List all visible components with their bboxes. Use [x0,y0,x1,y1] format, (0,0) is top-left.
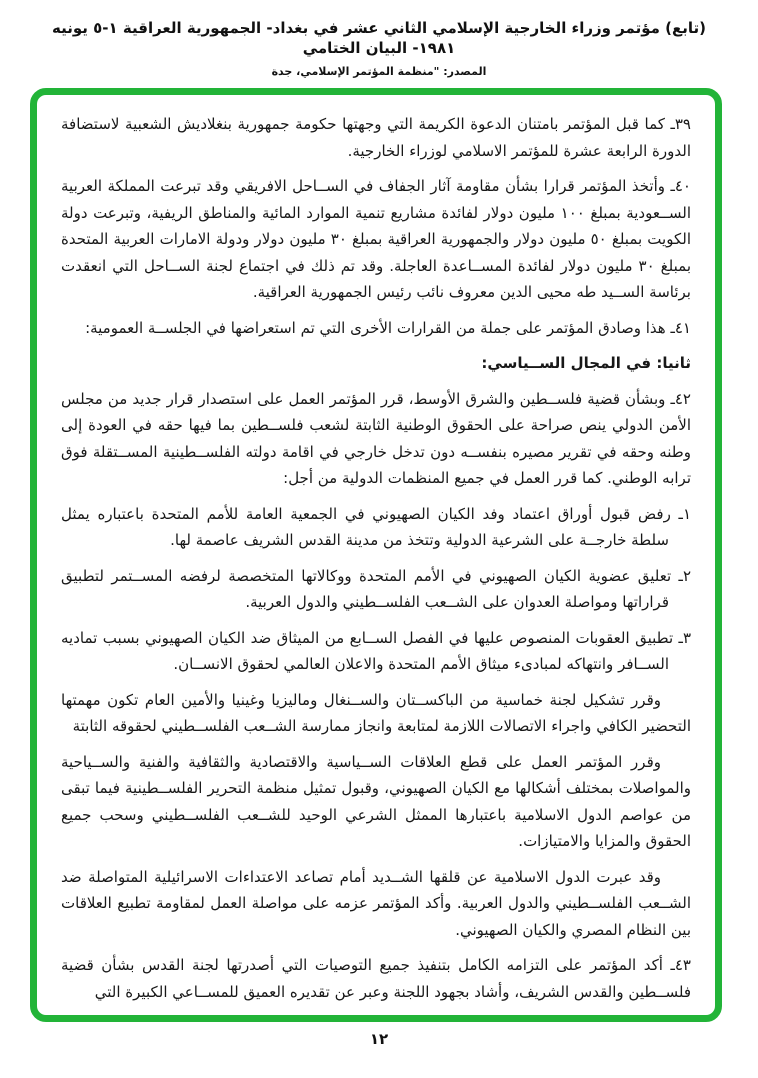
paragraph-concern: وقد عبرت الدول الاسلامية عن قلقها الشــديد أمام تصاعد الاعتداءات الاسرائيلية المتواصلة ضد الشــعب الفلســطيني والدول العربية. وأكد المؤتمر عزمه على مواصلة العمل لمقاومة تطبيع العلاقات بين النظام المصري والكيان الصهيوني. [61,867,691,939]
section-heading-political: ثانيا: في المجال الســياسي: [481,354,691,372]
list-item-1: ١ـ رفض قبول أوراق اعتماد وفد الكيان الصهيوني في الجمعية العامة للأمم المتحدة باعتباره يمثل سلطة خارجــة على الشرعية الدولية وتتخذ من مدينة القدس الشريف عاصمة لها. [61,504,691,549]
paragraph-40: ٤٠ـ وأتخذ المؤتمر قرارا بشأن مقاومة آثار الجفاف في الســاحل الافريقي وقد تبرعت المملكة العربية الســعودية بمبلغ ١٠٠ مليون دولار لفائدة مشاريع تنمية الموارد المائية والمناطق الريفية، وتبرعت دولة الكويت بمبلغ ٥٠ مليون دولار والجمهورية العراقية بمبلغ ٣٠ مليون دولار ودولة الامارات العربية المتحدة بمبلغ ٣٠ مليون دولار لفائدة المســاعدة العاجلة. وقد تم ذلك في اجتماع لجنة الســاحل التي انعقدت برئاسة الســيد طه محيى الدين معروف نائب رئيس الجمهورية العراقية. [61,177,692,301]
page-number: ١٢ [369,1030,389,1048]
paragraph-committee: وقرر تشكيل لجنة خماسية من الباكســتان والســنغال وماليزيا وغينيا والأمين العام تكون مهمتها التحضير الكافي واجراء الاتصالات اللازمة لمتابعة وانجاز ممارسة الشــعب الفلســطيني لحقوقه الثابتة [61,690,691,735]
document-body [37,95,715,1015]
content-border-box [30,88,722,1022]
document-source: المصدر: "منظمة المؤتمر الإسلامي، جدة [271,65,487,78]
paragraph-relations: وقرر المؤتمر العمل على قطع العلاقات الســياسية والاقتصادية والثقافية والفنية والســياحية والمواصلات بمختلف أشكالها مع الكيان الصهيوني، وقبول تمثيل منظمة التحرير الفلســطينية فيما تبقى من عواصم الدول الاسلامية باعتبارها الممثل الشرعي الوحيد للشــعب الفلســطيني وسحب جميع الحقوق والمزايا والامتيازات. [61,752,691,850]
paragraph-42: ٤٢ـ وبشأن قضية فلســطين والشرق الأوسط، قرر المؤتمر العمل على استصدار قرار جديد من مجلس الأمن الدولي ينص صراحة على الحقوق الوطنية الثابتة لشعب فلســطين بما فيها حقه في العودة إلى وطنه وحقه في تقرير مصيره بنفســه دون تدخل خارجي في اقامة دولته الفلســطينية المســتقلة فوق ترابه الوطني. كما قرر العمل في جميع المنظمات الدولية من أجل: [61,389,691,487]
document-title: (تابع) مؤتمر وزراء الخارجية الإسلامي الثاني عشر في بغداد- الجمهورية العراقية ١-٥ يونيه ١٩٨١- البيان الختامي [52,19,706,57]
paragraph-43: ٤٣ـ أكد المؤتمر على التزامه الكامل بتنفيذ جميع التوصيات التي أصدرتها لجنة القدس بشأن قضية فلســطين والقدس الشريف، وأشاد بجهود اللجنة وعبر عن تقديره العميق للمســاعي الكبيرة التي [61,956,691,1001]
document-header [0,18,758,78]
list-item-3: ٣ـ تطبيق العقوبات المنصوص عليها في الفصل الســابع من الميثاق ضد الكيان الصهيوني بسبب تماديه الســافر وانتهاكه لمبادىء ميثاق الأمم المتحدة والاعلان العالمي لحقوق الانســان. [61,628,691,673]
list-item-2: ٢ـ تعليق عضوية الكيان الصهيوني في الأمم المتحدة ووكالاتها المتخصصة لرفضه المســتمر لتطبيق قراراتها ومواصلة العدوان على الشــعب الفلســطيني والدول العربية. [61,566,691,611]
paragraph-41: ٤١ـ هذا وصادق المؤتمر على جملة من القرارات الأخرى التي تم استعراضها في الجلســة العمومية: [85,318,691,337]
paragraph-39: ٣٩ـ كما قبل المؤتمر بامتنان الدعوة الكريمة التي وجهتها حكومة جمهورية بنغلاديش الشعبية لاستضافة الدورة الرابعة عشرة للمؤتمر الاسلامي لوزراء الخارجية. [61,115,691,160]
